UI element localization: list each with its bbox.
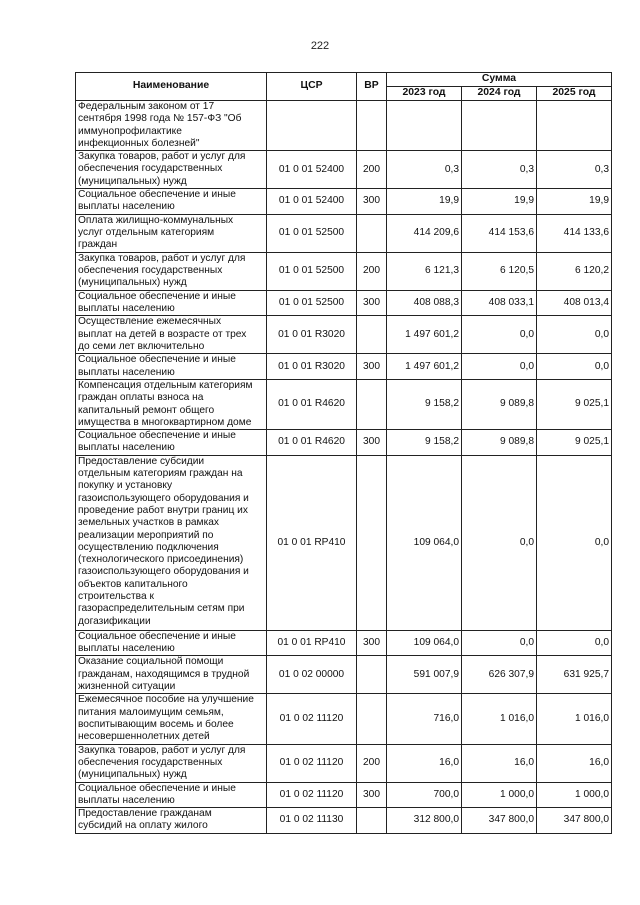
row-csr: 01 0 01 52400	[267, 189, 357, 215]
row-name: Компенсация отдельным категориям граждан оплаты взноса на капитальный ремонт общего имущества в многоквартирном доме	[76, 379, 267, 429]
budget-table	[75, 72, 612, 834]
row-csr: 01 0 01 R3020	[267, 354, 357, 380]
table-row	[76, 252, 612, 290]
row-amount-2025: 408 013,4	[537, 290, 612, 316]
row-amount-2025: 16,0	[537, 744, 612, 782]
row-vr	[357, 455, 387, 630]
table-row	[76, 379, 612, 429]
header-vr: ВР	[357, 73, 387, 101]
row-name: Оказание социальной помощи гражданам, находящимся в трудной жизненной ситуации	[76, 656, 267, 694]
page-number: 222	[310, 40, 330, 52]
table-row	[76, 808, 612, 834]
header-name: Наименование	[76, 73, 267, 101]
table-body	[76, 101, 612, 834]
row-csr: 01 0 02 11130	[267, 808, 357, 834]
row-amount-2024: 0,0	[462, 630, 537, 656]
row-csr: 01 0 02 11120	[267, 744, 357, 782]
row-amount-2024	[462, 101, 537, 151]
row-amount-2025: 9 025,1	[537, 379, 612, 429]
row-amount-2024: 1 000,0	[462, 782, 537, 808]
table-row	[76, 151, 612, 189]
row-vr: 300	[357, 354, 387, 380]
row-amount-2023: 109 064,0	[387, 455, 462, 630]
row-amount-2024: 16,0	[462, 744, 537, 782]
row-name: Социальное обеспечение и иные выплаты населению	[76, 354, 267, 380]
row-amount-2024: 0,0	[462, 316, 537, 354]
table-row	[76, 782, 612, 808]
row-amount-2024: 9 089,8	[462, 430, 537, 456]
row-csr: 01 0 01 R4620	[267, 379, 357, 429]
row-amount-2023: 700,0	[387, 782, 462, 808]
row-vr: 200	[357, 744, 387, 782]
row-name: Социальное обеспечение и иные выплаты населению	[76, 189, 267, 215]
table-row	[76, 656, 612, 694]
row-amount-2023: 0,3	[387, 151, 462, 189]
row-amount-2025	[537, 101, 612, 151]
table-row	[76, 430, 612, 456]
row-vr: 300	[357, 189, 387, 215]
row-amount-2024: 347 800,0	[462, 808, 537, 834]
table-row	[76, 101, 612, 151]
header-year-2023: 2023 год	[387, 87, 462, 101]
row-amount-2025: 347 800,0	[537, 808, 612, 834]
row-amount-2023: 1 497 601,2	[387, 316, 462, 354]
table-row	[76, 694, 612, 744]
row-vr: 200	[357, 151, 387, 189]
row-amount-2023: 408 088,3	[387, 290, 462, 316]
row-amount-2024: 6 120,5	[462, 252, 537, 290]
row-amount-2024: 626 307,9	[462, 656, 537, 694]
row-amount-2023: 19,9	[387, 189, 462, 215]
row-name: Предоставление субсидии отдельным категориям граждан на покупку и установку газоиспользующего оборудования и проведение работ внутри границ их земельных участков в рамках реализации мероприятий по осуществлению подключения (технологического присоединения) газоиспользующего оборудования и объектов капитального строительства к газораспределительным сетям при догазификации	[76, 455, 267, 630]
row-amount-2023: 414 209,6	[387, 214, 462, 252]
row-csr: 01 0 01 R3020	[267, 316, 357, 354]
row-csr: 01 0 01 RP410	[267, 455, 357, 630]
table-row	[76, 214, 612, 252]
row-amount-2025: 6 120,2	[537, 252, 612, 290]
row-name: Закупка товаров, работ и услуг для обеспечения государственных (муниципальных) нужд	[76, 744, 267, 782]
table-row	[76, 630, 612, 656]
row-amount-2025: 0,0	[537, 630, 612, 656]
row-vr	[357, 379, 387, 429]
row-vr: 300	[357, 630, 387, 656]
row-name: Закупка товаров, работ и услуг для обеспечения государственных (муниципальных) нужд	[76, 151, 267, 189]
row-amount-2025: 19,9	[537, 189, 612, 215]
row-amount-2024: 0,0	[462, 354, 537, 380]
table-row	[76, 354, 612, 380]
row-csr: 01 0 01 R4620	[267, 430, 357, 456]
row-csr: 01 0 01 52500	[267, 252, 357, 290]
row-amount-2025: 0,3	[537, 151, 612, 189]
row-amount-2025: 1 016,0	[537, 694, 612, 744]
row-amount-2023: 312 800,0	[387, 808, 462, 834]
row-amount-2023: 16,0	[387, 744, 462, 782]
row-name: Осуществление ежемесячных выплат на детей в возрасте от трех до семи лет включительно	[76, 316, 267, 354]
row-amount-2023: 6 121,3	[387, 252, 462, 290]
row-name: Социальное обеспечение и иные выплаты населению	[76, 430, 267, 456]
table-row	[76, 455, 612, 630]
row-name: Федеральным законом от 17 сентября 1998 года № 157-ФЗ "Об иммунопрофилактике инфекционных болезней"	[76, 101, 267, 151]
table-row	[76, 290, 612, 316]
row-vr: 300	[357, 290, 387, 316]
row-amount-2025: 631 925,7	[537, 656, 612, 694]
row-amount-2025: 0,0	[537, 455, 612, 630]
row-csr	[267, 101, 357, 151]
row-vr	[357, 316, 387, 354]
row-vr	[357, 101, 387, 151]
row-csr: 01 0 02 00000	[267, 656, 357, 694]
row-name: Закупка товаров, работ и услуг для обеспечения государственных (муниципальных) нужд	[76, 252, 267, 290]
table-row	[76, 316, 612, 354]
row-csr: 01 0 01 RP410	[267, 630, 357, 656]
row-name: Социальное обеспечение и иные выплаты населению	[76, 782, 267, 808]
row-csr: 01 0 02 11120	[267, 694, 357, 744]
row-amount-2023: 109 064,0	[387, 630, 462, 656]
row-vr: 300	[357, 782, 387, 808]
row-vr: 300	[357, 430, 387, 456]
row-name: Социальное обеспечение и иные выплаты населению	[76, 290, 267, 316]
header-year-2025: 2025 год	[537, 87, 612, 101]
row-amount-2023: 9 158,2	[387, 430, 462, 456]
row-name: Социальное обеспечение и иные выплаты населению	[76, 630, 267, 656]
header-csr: ЦСР	[267, 73, 357, 101]
table-row	[76, 189, 612, 215]
row-vr	[357, 808, 387, 834]
row-csr: 01 0 01 52400	[267, 151, 357, 189]
row-amount-2024: 19,9	[462, 189, 537, 215]
header-year-2024: 2024 год	[462, 87, 537, 101]
row-amount-2025: 0,0	[537, 354, 612, 380]
row-amount-2024: 0,0	[462, 455, 537, 630]
row-amount-2024: 1 016,0	[462, 694, 537, 744]
row-amount-2023: 591 007,9	[387, 656, 462, 694]
row-vr: 200	[357, 252, 387, 290]
row-name: Оплата жилищно-коммунальных услуг отдельным категориям граждан	[76, 214, 267, 252]
table-row	[76, 744, 612, 782]
row-name: Ежемесячное пособие на улучшение питания малоимущим семьям, воспитывающим восемь и более несовершеннолетних детей	[76, 694, 267, 744]
row-amount-2024: 408 033,1	[462, 290, 537, 316]
row-amount-2023: 9 158,2	[387, 379, 462, 429]
row-name: Предоставление гражданам субсидий на оплату жилого	[76, 808, 267, 834]
row-csr: 01 0 02 11120	[267, 782, 357, 808]
row-amount-2025: 1 000,0	[537, 782, 612, 808]
row-csr: 01 0 01 52500	[267, 214, 357, 252]
row-amount-2024: 0,3	[462, 151, 537, 189]
row-amount-2025: 414 133,6	[537, 214, 612, 252]
row-vr	[357, 694, 387, 744]
row-vr	[357, 214, 387, 252]
row-amount-2023: 1 497 601,2	[387, 354, 462, 380]
row-amount-2023	[387, 101, 462, 151]
row-amount-2024: 414 153,6	[462, 214, 537, 252]
row-amount-2025: 9 025,1	[537, 430, 612, 456]
row-amount-2025: 0,0	[537, 316, 612, 354]
row-amount-2024: 9 089,8	[462, 379, 537, 429]
header-sum: Сумма	[387, 73, 612, 87]
row-vr	[357, 656, 387, 694]
row-amount-2023: 716,0	[387, 694, 462, 744]
row-csr: 01 0 01 52500	[267, 290, 357, 316]
